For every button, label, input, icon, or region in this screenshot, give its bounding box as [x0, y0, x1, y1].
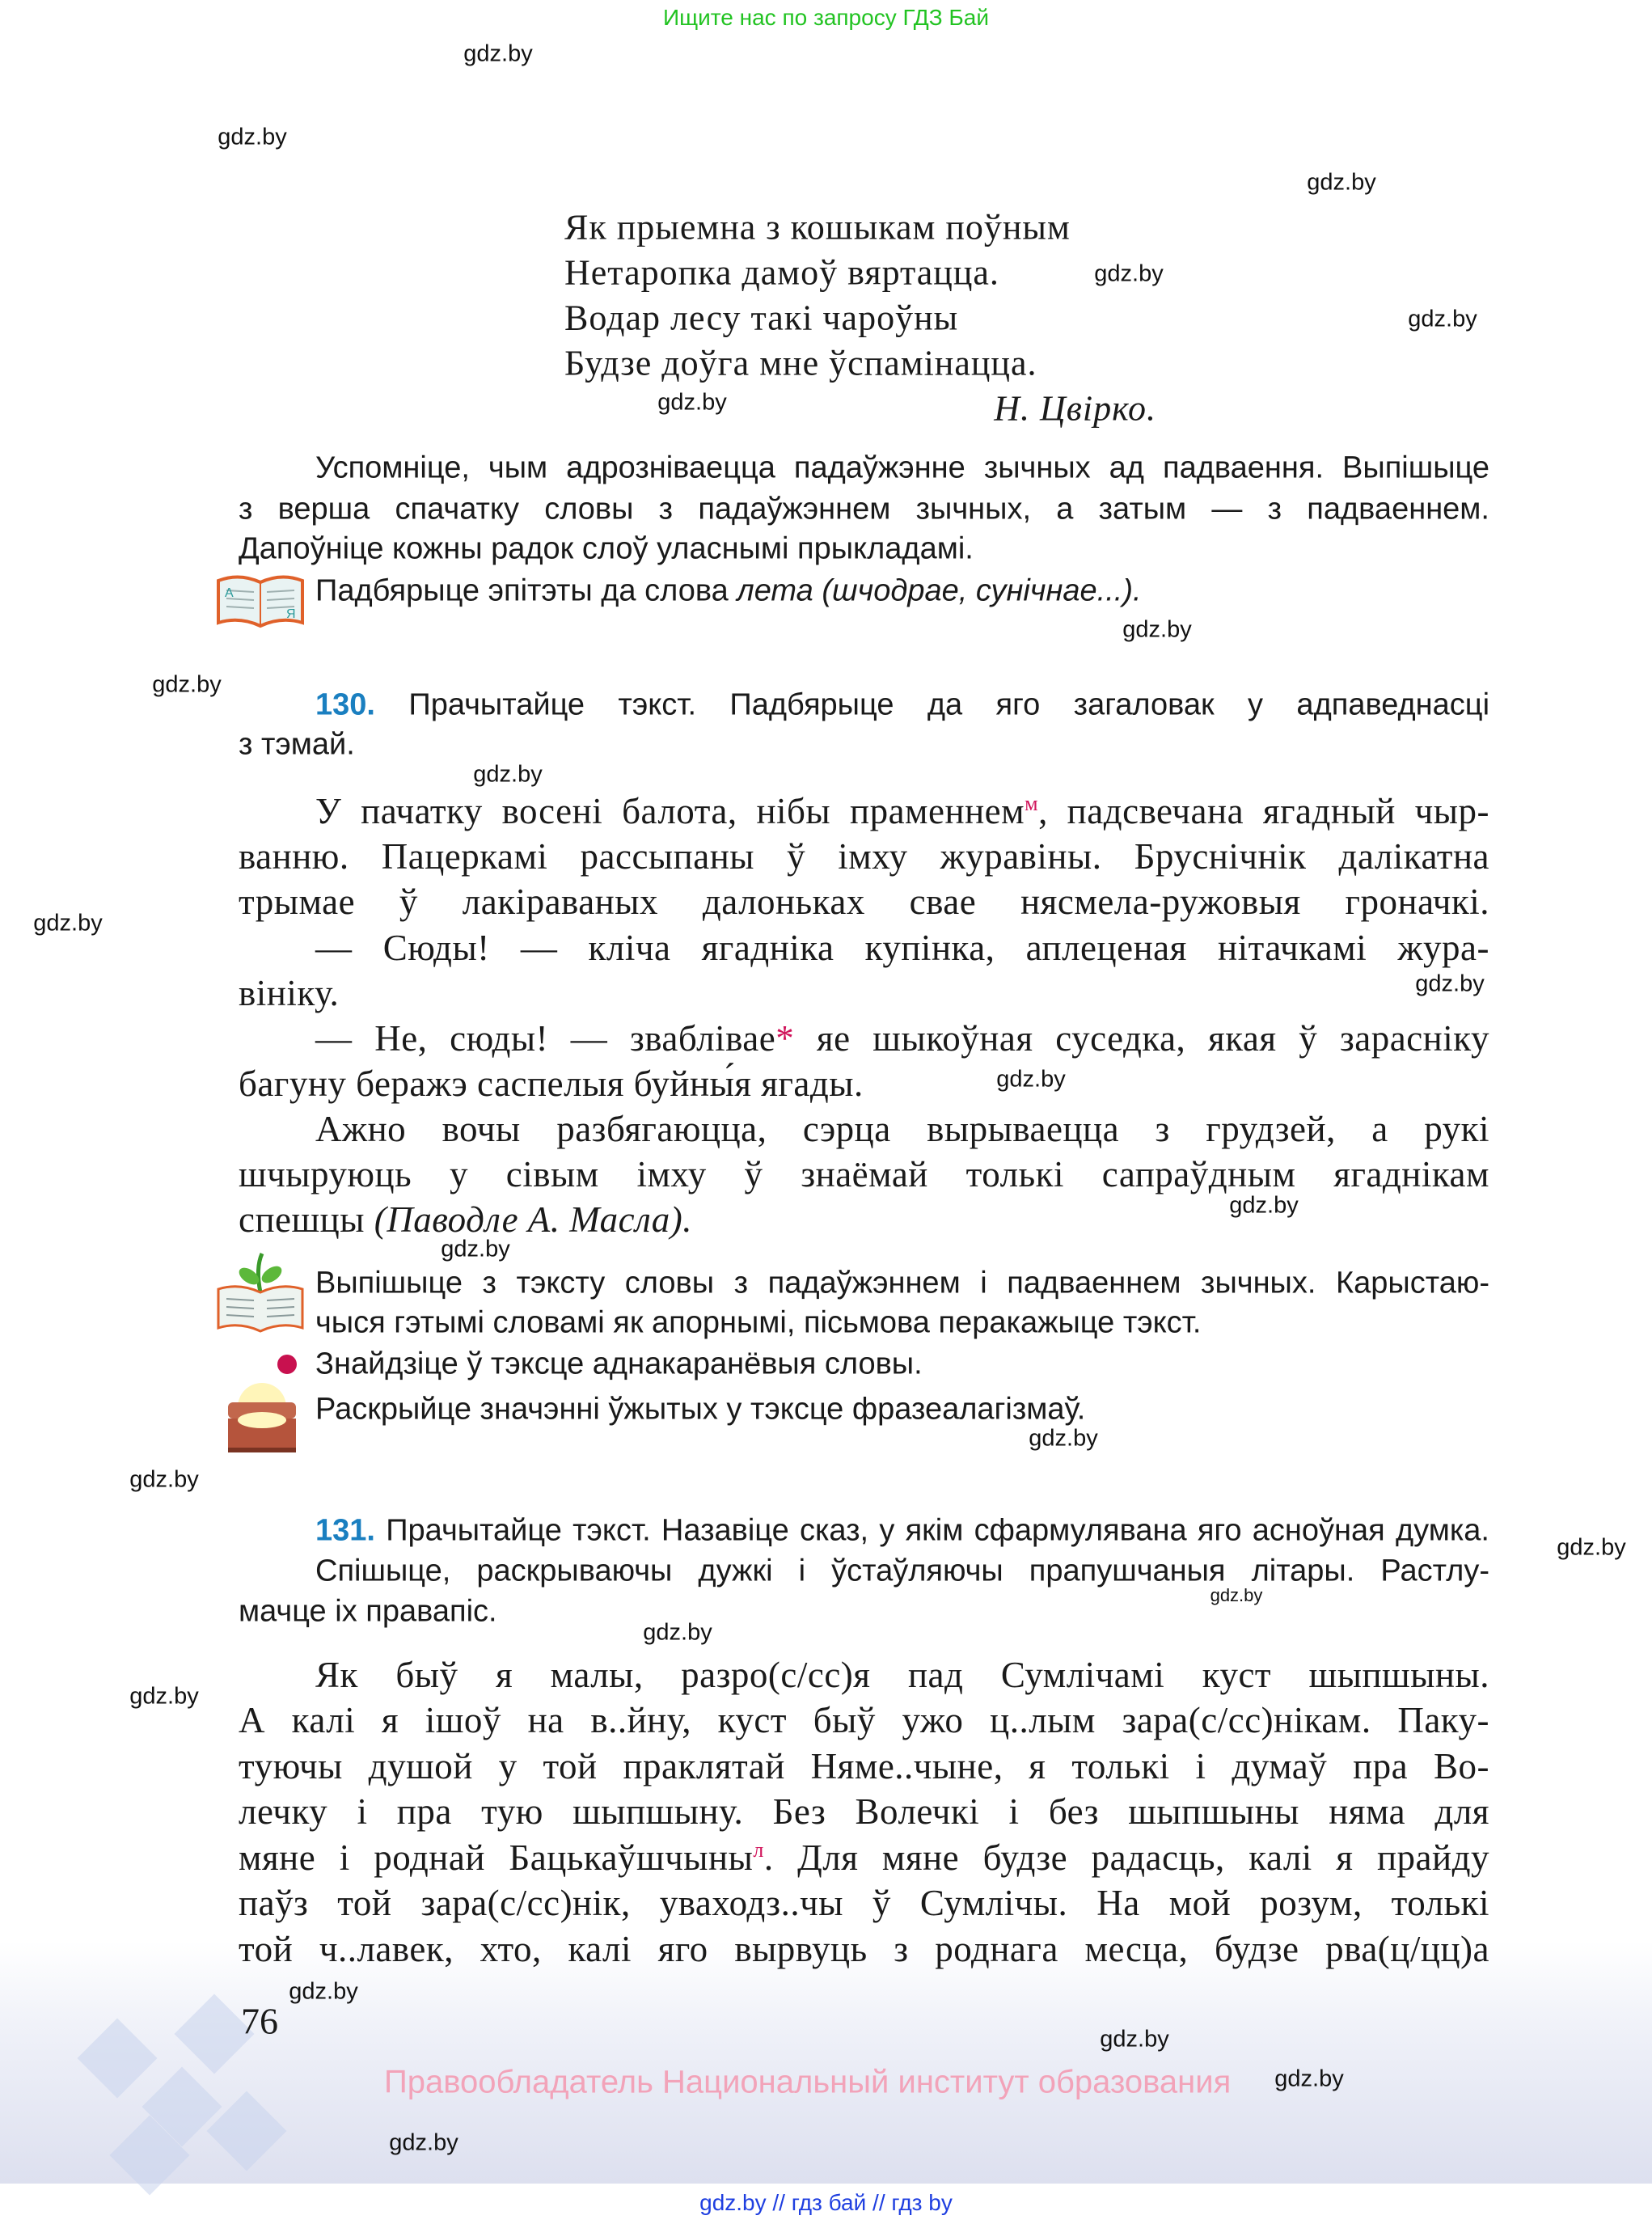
footer-links[interactable]: gdz.by // гдз бай // гдз by: [699, 2190, 953, 2215]
text-line: шчыруюць у сівым імху ў знаёмай толькі сапраўдным ягаднікам: [239, 1154, 1489, 1194]
cognates-task: Знайдзіце ў тэксце аднакаранёвыя словы.: [315, 1347, 923, 1381]
watermark: gdz.by: [289, 1978, 358, 2005]
text-segment: мяне і роднай Бацькаўшчыны: [239, 1837, 754, 1878]
text-segment: спешцы: [239, 1199, 374, 1240]
text-line: [239, 1837, 1489, 1879]
poem-line: Нетаропка дамоў вяртацца.: [564, 252, 999, 293]
text-line: Ажно вочы разбягаюцца, сэрца вырываецца з грудзей, а рукі: [315, 1109, 1489, 1149]
watermark: gdz.by: [1557, 1534, 1626, 1561]
page-number: 76: [241, 2000, 278, 2042]
text-segment: — Не, сюды! — зваблівае: [315, 1018, 776, 1059]
watermark: gdz.by: [996, 1066, 1066, 1093]
instruction-line: Успомніце, чым адрозніваецца падаўжэнне зычных ад падваення. Выпішыце: [315, 450, 1489, 485]
task-text: Прачытайце тэкст. Назавіце сказ, у якім сфармулявана яго асноўная думка.: [386, 1513, 1489, 1548]
watermark: gdz.by: [1408, 306, 1477, 332]
watermark: gdz.by: [657, 389, 727, 416]
watermark: gdz.by: [1122, 616, 1192, 643]
treasure-chest-icon: [223, 1383, 301, 1456]
text-line: паўз той зара(с/сс)нік, уваходз..чы ў Сумлічы. На мой розум, толькі: [239, 1883, 1489, 1923]
copyright-notice: Правообладатель Национальный институт образования: [384, 2064, 1232, 2100]
task-text: Прачытайце тэкст. Падбярыце да яго загаловак у адпаведнасці: [408, 687, 1490, 722]
watermark: gdz.by: [33, 910, 103, 937]
watermark: gdz.by: [1100, 2026, 1169, 2053]
watermark: gdz.by: [1094, 260, 1164, 287]
watermark: gdz.by: [463, 40, 533, 67]
poem-line: Водар лесу такі чароўны: [564, 298, 959, 338]
footnote-marker: м: [1025, 792, 1039, 815]
watermark: gdz.by: [1229, 1192, 1299, 1219]
task-text: Падбярыце эпітэты да слова: [315, 573, 737, 608]
text-line: трымае ў лакіраваных далоньках свае нясмела-ружовыя гроначкі.: [239, 882, 1489, 922]
task-example-words: лета (шчодрае, сунічнае...).: [737, 573, 1142, 608]
exercise-130-task: [239, 688, 1489, 723]
watermark: gdz.by: [129, 1683, 199, 1710]
text-line: вініку.: [239, 973, 340, 1013]
exercise-131-task-cont: Спішыце, раскрываючы дужкі і ўстаўляючы прапушчаныя літары. Растлу-: [315, 1554, 1489, 1588]
retell-task-cont: чыся гэтымі словамі як апорнымі, пісьмова перакажыце тэкст.: [315, 1305, 1202, 1340]
text-line: Як быў я малы, разро(с/сс)я пад Сумлічамі куст шыпшыны.: [315, 1655, 1489, 1695]
watermark: gdz.by: [1307, 169, 1376, 196]
watermark: gdz.by: [441, 1236, 510, 1262]
text-line: [239, 1199, 1489, 1241]
text-segment: яе шыкоўная суседка, якая ў зарасніку: [794, 1018, 1489, 1059]
watermark: gdz.by: [1029, 1425, 1098, 1452]
text-line: [239, 790, 1489, 832]
idioms-task: Раскрыйце значэнні ўжытых у тэксце фразеалагізмаў.: [315, 1392, 1086, 1427]
text-line: туючы душой у той праклятай Няме..чыне, я толькі і думаў пра Во-: [239, 1746, 1489, 1786]
exercise-131-task: [239, 1514, 1489, 1549]
exercise-130-task-cont: з тэмай.: [239, 727, 355, 762]
bullet-marker: [277, 1355, 297, 1374]
search-hint-link[interactable]: Ищите нас по запросу ГДЗ Бай: [662, 5, 990, 30]
text-source: (Паводле А. Масла).: [374, 1199, 693, 1240]
svg-text:Я: Я: [286, 607, 296, 621]
watermark: gdz.by: [1415, 970, 1485, 997]
watermark: gdz.by: [129, 1466, 199, 1493]
watermark: gdz.by: [1274, 2065, 1344, 2092]
book-sprout-icon: [215, 1252, 306, 1333]
svg-text:А: А: [225, 586, 234, 600]
text-line: лечку і пра тую шыпшыну. Без Волечкі і без шыпшыны няма для: [239, 1791, 1489, 1832]
exercise-131-task-cont: мачце іх правапіс.: [239, 1594, 497, 1629]
text-line: багуну беражэ саспелыя буйны́я ягады.: [239, 1063, 864, 1104]
poem-line: Будзе доўга мне ўспамінацца.: [564, 343, 1037, 383]
epithets-task: [315, 574, 1489, 609]
poem-author: Н. Цвірко.: [994, 388, 1156, 429]
watermark: gdz.by: [473, 761, 543, 788]
text-line: той ч..лавек, хто, калі яго вырвуць з роднага месца, будзе рва(ц/цц)а: [239, 1929, 1489, 1969]
text-segment: , падсвечана ягадный чыр-: [1038, 791, 1490, 831]
text-segment: У пачатку восені балота, нібы праменнем: [315, 791, 1025, 831]
watermark: gdz.by: [1210, 1585, 1263, 1605]
watermark: gdz.by: [643, 1619, 712, 1646]
retell-task: Выпішыце з тэксту словы з падаўжэннем і падваеннем зычных. Карыстаю-: [315, 1266, 1489, 1300]
text-line: [239, 1017, 1489, 1059]
instruction-line: Дапоўніце кожны радок слоў уласнымі прыкладамі.: [239, 531, 974, 566]
watermark: gdz.by: [218, 124, 287, 150]
exercise-number: 131.: [315, 1513, 375, 1548]
text-line: — Сюды! — кліча ягадніка купінка, аплеценая нітачкамі жура-: [315, 928, 1489, 968]
footnote-marker: л: [753, 1838, 764, 1862]
poem-line: Як прыемна з кошыкам поўным: [564, 207, 1071, 247]
watermark: gdz.by: [389, 2129, 458, 2156]
text-line: А калі я ішоў на в..йну, куст быў ужо ц..лым зара(с/сс)нікам. Паку-: [239, 1700, 1489, 1740]
instruction-line: з верша спачатку словы з падаўжэннем зычных, а затым — з падваеннем.: [239, 492, 1489, 526]
text-segment: . Для мяне будзе радасць, калі я прайду: [763, 1837, 1490, 1878]
open-book-abc-icon: [215, 573, 306, 629]
watermark: gdz.by: [152, 671, 222, 698]
asterisk-marker: *: [775, 1018, 795, 1059]
text-line: ванню. Пацеркамі рассыпаны ў імху журавіны. Бруснічнік далікатна: [239, 836, 1489, 877]
exercise-number: 130.: [315, 687, 375, 722]
